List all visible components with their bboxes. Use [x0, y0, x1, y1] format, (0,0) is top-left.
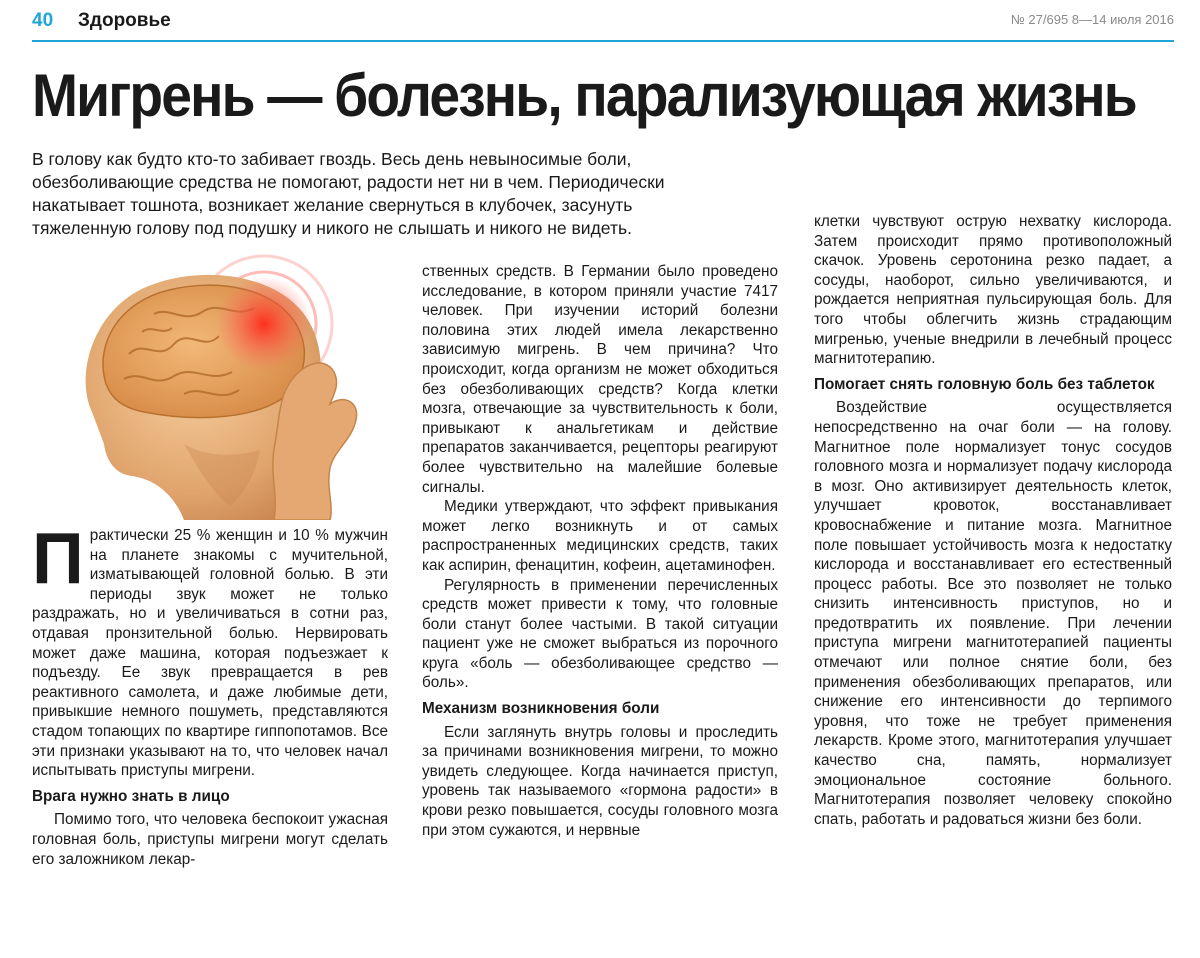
article-headline: Мигрень — болезнь, парализующая жизнь: [32, 62, 1136, 129]
paragraph: Если заглянуть внутрь головы и проследить за причинами возникновения мигрени, то можно увидеть следующее. Когда начинается приступ, уровень так называемого «гормона радости» в крови резко повышается, сосуды головного мозга при этом сужаются, и нервные: [422, 723, 778, 839]
lead-line: обезболивающие средства не помогают, радости нет ни в чем. Периодически: [32, 172, 665, 192]
subheading: Механизм возникновения боли: [422, 700, 660, 718]
lead-line: В голову как будто кто-то забивает гвоздь. Весь день невыносимые боли,: [32, 149, 632, 169]
article-column-2: [422, 262, 778, 840]
paragraph: Медики утверждают, что эффект привыкания может легко возникнуть и от самых распространенных медицинских средств, таких как аспирин, фенацитин, кофеин, ацетаминофен.: [422, 498, 778, 574]
paragraph: ственных средств. В Германии было проведено исследование, в котором приняли участие 7417 человек. При изучении историй болезни половина этих людей имела лекарственно зависимую мигрень. В чем причина? Что происходит, когда организм не может обходиться без обезболивающих средств? Когда клетки мозга, отвечающие за чувствительность к боли, привыкают к анальгетикам и действие препаратов заканчивается, рецепторы реагируют более чувствительно на малейшие болевые сигналы.: [422, 263, 778, 496]
article-lead: [32, 148, 792, 240]
lead-line: накатывает тошнота, возникает желание свернуться в клубочек, засунуть: [32, 195, 633, 215]
pain-glow-icon: [216, 276, 312, 372]
subheading: Помогает снять головную боль без таблеток: [814, 375, 1155, 393]
subheading: Врага нужно знать в лицо: [32, 787, 230, 805]
drop-cap: П: [32, 519, 84, 599]
article-column-1: [32, 519, 388, 869]
header-rule: [32, 40, 1174, 42]
issue-info: № 27/695 8—14 июля 2016: [1010, 12, 1174, 27]
paragraph: клетки чувствуют острую нехватку кислорода. Затем происходит прямо противоположный скачок. Уровень серотонина резко падает, а сосуды, наоборот, сильно увеличиваются, и рождается неприятная пульсирующая боль. Для того чтобы облегчить жизнь страдающим мигренью, ученые внедрили в лечебный процесс магнитотерапию.: [814, 213, 1172, 368]
page-header: [32, 6, 1174, 38]
paragraph: Воздействие осуществляется непосредственно на очаг боли — на голову. Магнитное поле нормализует тонус сосудов головного мозга и нормализует подачу кислорода в мозг. Оно активизирует деятельность клеток, улучшает кровоток, восстанавливает кровоснабжение и питание мозга. Магнитное поле повышает устойчивость мозга к недостатку кислорода и восстанавливает его естественный процесс работы. Все это позволяет не только снизить интенсивность приступов, но и предотвратить их появление. При лечении приступа мигрени магнитотерапией пациенты отмечают или полное снятие боли, без применения обезболивающих препаратов, или снижение его интенсивности до терпимого уровня, что тоже не требует применения лекарств. Кроме этого, магнитотерапия улучшает качество сна, память, нормализует эмоциональное состояние больного. Магнитотерапия позволяет человеку спокойно спать, работать и радоваться жизни без боли.: [814, 399, 1172, 828]
paragraph: Регулярность в применении перечисленных средств может привести к тому, что головные боли станут более частыми. В такой ситуации пациент уже не сможет выбраться из порочного круга «боль — обезболивающее средство — боль».: [422, 576, 778, 692]
paragraph: Помимо того, что человека беспокоит ужасная головная боль, приступы мигрени могут сделать его заложником лекар-: [32, 811, 388, 868]
lead-line: тяжеленную голову под подушку и никого не слышать и никого не видеть.: [32, 218, 632, 238]
section-name: Здоровье: [78, 10, 171, 31]
page-number: 40: [32, 10, 54, 31]
paragraph-text: рактически 25 % женщин и 10 % мужчин на планете знакомы с мучительной, изматывающей головной болью. В эти периоды звук может не только раздражать, но и увеличиваться в сотни раз, отдавая пронзительной болью. Нервировать может даже машина, которая подъезжает к подъезду. Ее звук превращается в рев реактивного самолета, и даже любимые дети, привыкшие немного пошуметь, представляются стадом топающих по квартире гиппопотамов. Все эти признаки указывают на то, что человек начал испытывать приступы мигрени.: [32, 527, 388, 780]
migraine-head-illustration: [34, 244, 394, 520]
article-column-3: [814, 212, 1172, 829]
paragraph: [32, 519, 388, 781]
